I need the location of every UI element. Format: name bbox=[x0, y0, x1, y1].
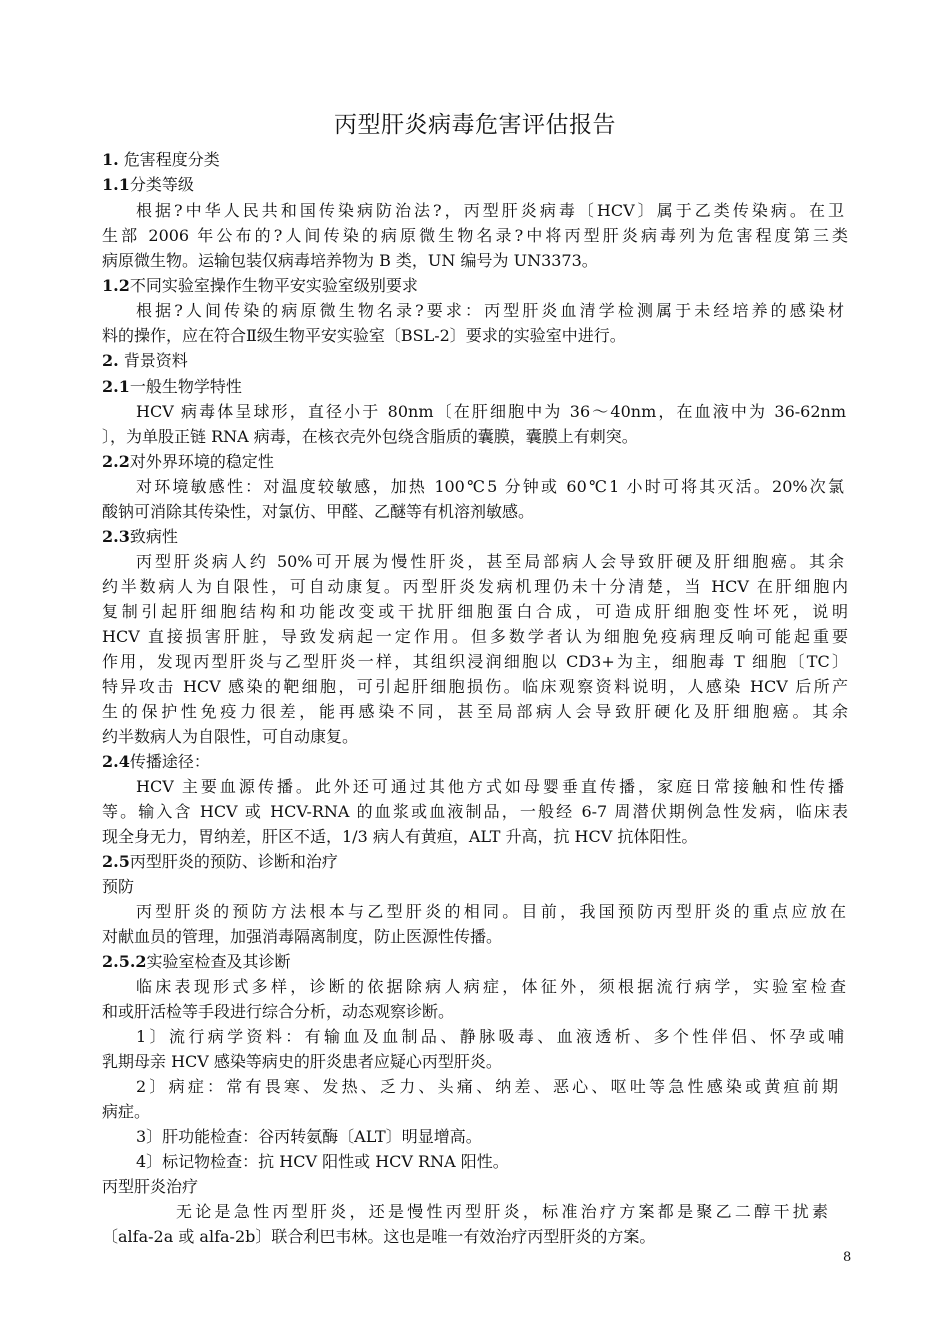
paragraph-line: 〔alfa-2a 或 alfa-2b〕联合利巴韦林。这也是唯一有效治疗丙型肝炎的方案。 bbox=[102, 1227, 656, 1246]
paragraph-line: HCV 主要血源传播。此外还可通过其他方式如母婴垂直传播，家庭日常接触和性传播 bbox=[136, 777, 844, 796]
section-heading-2-5-2: 2.5.2实验室检查及其诊断 bbox=[102, 952, 291, 971]
subheading-prevention: 预防 bbox=[102, 877, 135, 896]
paragraph-line: 现全身无力，胃纳差，肝区不适，1/3 病人有黄疸，ALT 升高，抗 HCV 抗体阳性。 bbox=[102, 827, 698, 846]
paragraph-line: 4〕标记物检查：抗 HCV 阳性或 HCV RNA 阳性。 bbox=[136, 1152, 509, 1171]
paragraph-line: 作用，发现丙型肝炎与乙型肝炎一样，其组织浸润细胞以 CD3+为主，细胞毒 T 细胞〔TC〕 bbox=[102, 652, 848, 671]
paragraph-line: 2〕病症：常有畏寒、发热、乏力、头痛、纳差、恶心、呕吐等急性感染或黄疸前期 bbox=[136, 1077, 838, 1096]
paragraph-line: 根据?人间传染的病原微生物名录?要求：丙型肝炎血清学检测属于未经培养的感染材 bbox=[136, 301, 844, 320]
section-heading-2-4: 2.4传播途径： bbox=[102, 752, 210, 771]
section-heading-1-1: 1.1分类等级 bbox=[102, 175, 194, 194]
page-number: 8 bbox=[843, 1250, 852, 1265]
paragraph-line: 生的保护性免疫力很差，能再感染不同，甚至局部病人会导致肝硬化及肝细胞癌。其余 bbox=[102, 702, 848, 721]
paragraph-line: 丙型肝炎的预防方法根本与乙型肝炎的相同。目前，我国预防丙型肝炎的重点应放在 bbox=[136, 902, 846, 921]
paragraph-line: 1〕流行病学资料：有输血及血制品、静脉吸毒、血液透析、多个性伴侣、怀孕或哺 bbox=[136, 1027, 844, 1046]
paragraph-line: 和或肝活检等手段进行综合分析，动态观察诊断。 bbox=[102, 1002, 455, 1021]
section-heading-2-2: 2.2对外界环境的稳定性 bbox=[102, 452, 274, 471]
paragraph-line: 病原微生物。运输包装仅病毒培养物为 B 类，UN 编号为 UN3373。 bbox=[102, 251, 598, 270]
paragraph-line: 酸钠可消除其传染性，对氯仿、甲醛、乙醚等有机溶剂敏感。 bbox=[102, 502, 535, 521]
paragraph-line: 料的操作，应在符合Ⅱ级生物平安实验室〔BSL-2〕要求的实验室中进行。 bbox=[102, 326, 626, 345]
section-heading-2-3: 2.3致病性 bbox=[102, 527, 178, 546]
paragraph-line: 〕，为单股正链 RNA 病毒，在核衣壳外包绕含脂质的囊膜，囊膜上有刺突。 bbox=[102, 427, 638, 446]
paragraph-line: 病症。 bbox=[102, 1102, 151, 1121]
paragraph-line: 对献血员的管理，加强消毒隔离制度，防止医源性传播。 bbox=[102, 927, 503, 946]
paragraph-line: 约半数病人为自限性，可自动康复。丙型肝炎发病机理仍未十分清楚，当 HCV 在肝细胞内 bbox=[102, 577, 848, 596]
paragraph-line: HCV 直接损害肝脏，导致发病起一定作用。但多数学者认为细胞免疫病理反响可能起重要 bbox=[102, 627, 848, 646]
section-heading-2: 2. 背景资料 bbox=[102, 351, 188, 370]
paragraph-line: 无论是急性丙型肝炎，还是慢性丙型肝炎，标准治疗方案都是聚乙二醇干扰素 bbox=[176, 1202, 828, 1221]
paragraph-line: 对环境敏感性：对温度较敏感，加热 100℃5 分钟或 60℃1 小时可将其灭活。20%次氯 bbox=[136, 477, 844, 496]
paragraph-line: 特异攻击 HCV 感染的靶细胞，可引起肝细胞损伤。临床观察资料说明，人感染 HCV 后所产 bbox=[102, 677, 848, 696]
subheading-treatment: 丙型肝炎治疗 bbox=[102, 1177, 199, 1196]
document-title: 丙型肝炎病毒危害评估报告 bbox=[334, 112, 616, 138]
paragraph-line: 临床表现形式多样，诊断的依据除病人病症，体征外，须根据流行病学，实验室检查 bbox=[136, 977, 846, 996]
paragraph-line: 约半数病人为自限性，可自动康复。 bbox=[102, 727, 359, 746]
paragraph-line: 3〕肝功能检查：谷丙转氨酶〔ALT〕明显增高。 bbox=[136, 1127, 482, 1146]
paragraph-line: HCV 病毒体呈球形，直径小于 80nm〔在肝细胞中为 36～40nm，在血液中为 36-62nm bbox=[136, 402, 846, 421]
paragraph-line: 复制引起肝细胞结构和功能改变或干扰肝细胞蛋白合成，可造成肝细胞变性坏死，说明 bbox=[102, 602, 848, 621]
section-heading-2-1: 2.1一般生物学特性 bbox=[102, 377, 242, 396]
paragraph-line: 生部 2006 年公布的?人间传染的病原微生物名录?中将丙型肝炎病毒列为危害程度第三类 bbox=[102, 226, 848, 245]
paragraph-line: 丙型肝炎病人约 50%可开展为慢性肝炎，甚至局部病人会导致肝硬及肝细胞癌。其余 bbox=[136, 552, 844, 571]
section-heading-1-2: 1.2不同实验室操作生物平安实验室级别要求 bbox=[102, 276, 418, 295]
paragraph-line: 乳期母亲 HCV 感染等病史的肝炎患者应疑心丙型肝炎。 bbox=[102, 1052, 502, 1071]
section-heading-1: 1. 危害程度分类 bbox=[102, 150, 220, 169]
section-heading-2-5: 2.5丙型肝炎的预防、诊断和治疗 bbox=[102, 852, 338, 871]
paragraph-line: 等。输入含 HCV 或 HCV-RNA 的血浆或血液制品，一般经 6-7 周潜伏期例急性发病，临床表 bbox=[102, 802, 848, 821]
paragraph-line: 根据?中华人民共和国传染病防治法?，丙型肝炎病毒〔HCV〕属于乙类传染病。在卫 bbox=[136, 201, 844, 220]
